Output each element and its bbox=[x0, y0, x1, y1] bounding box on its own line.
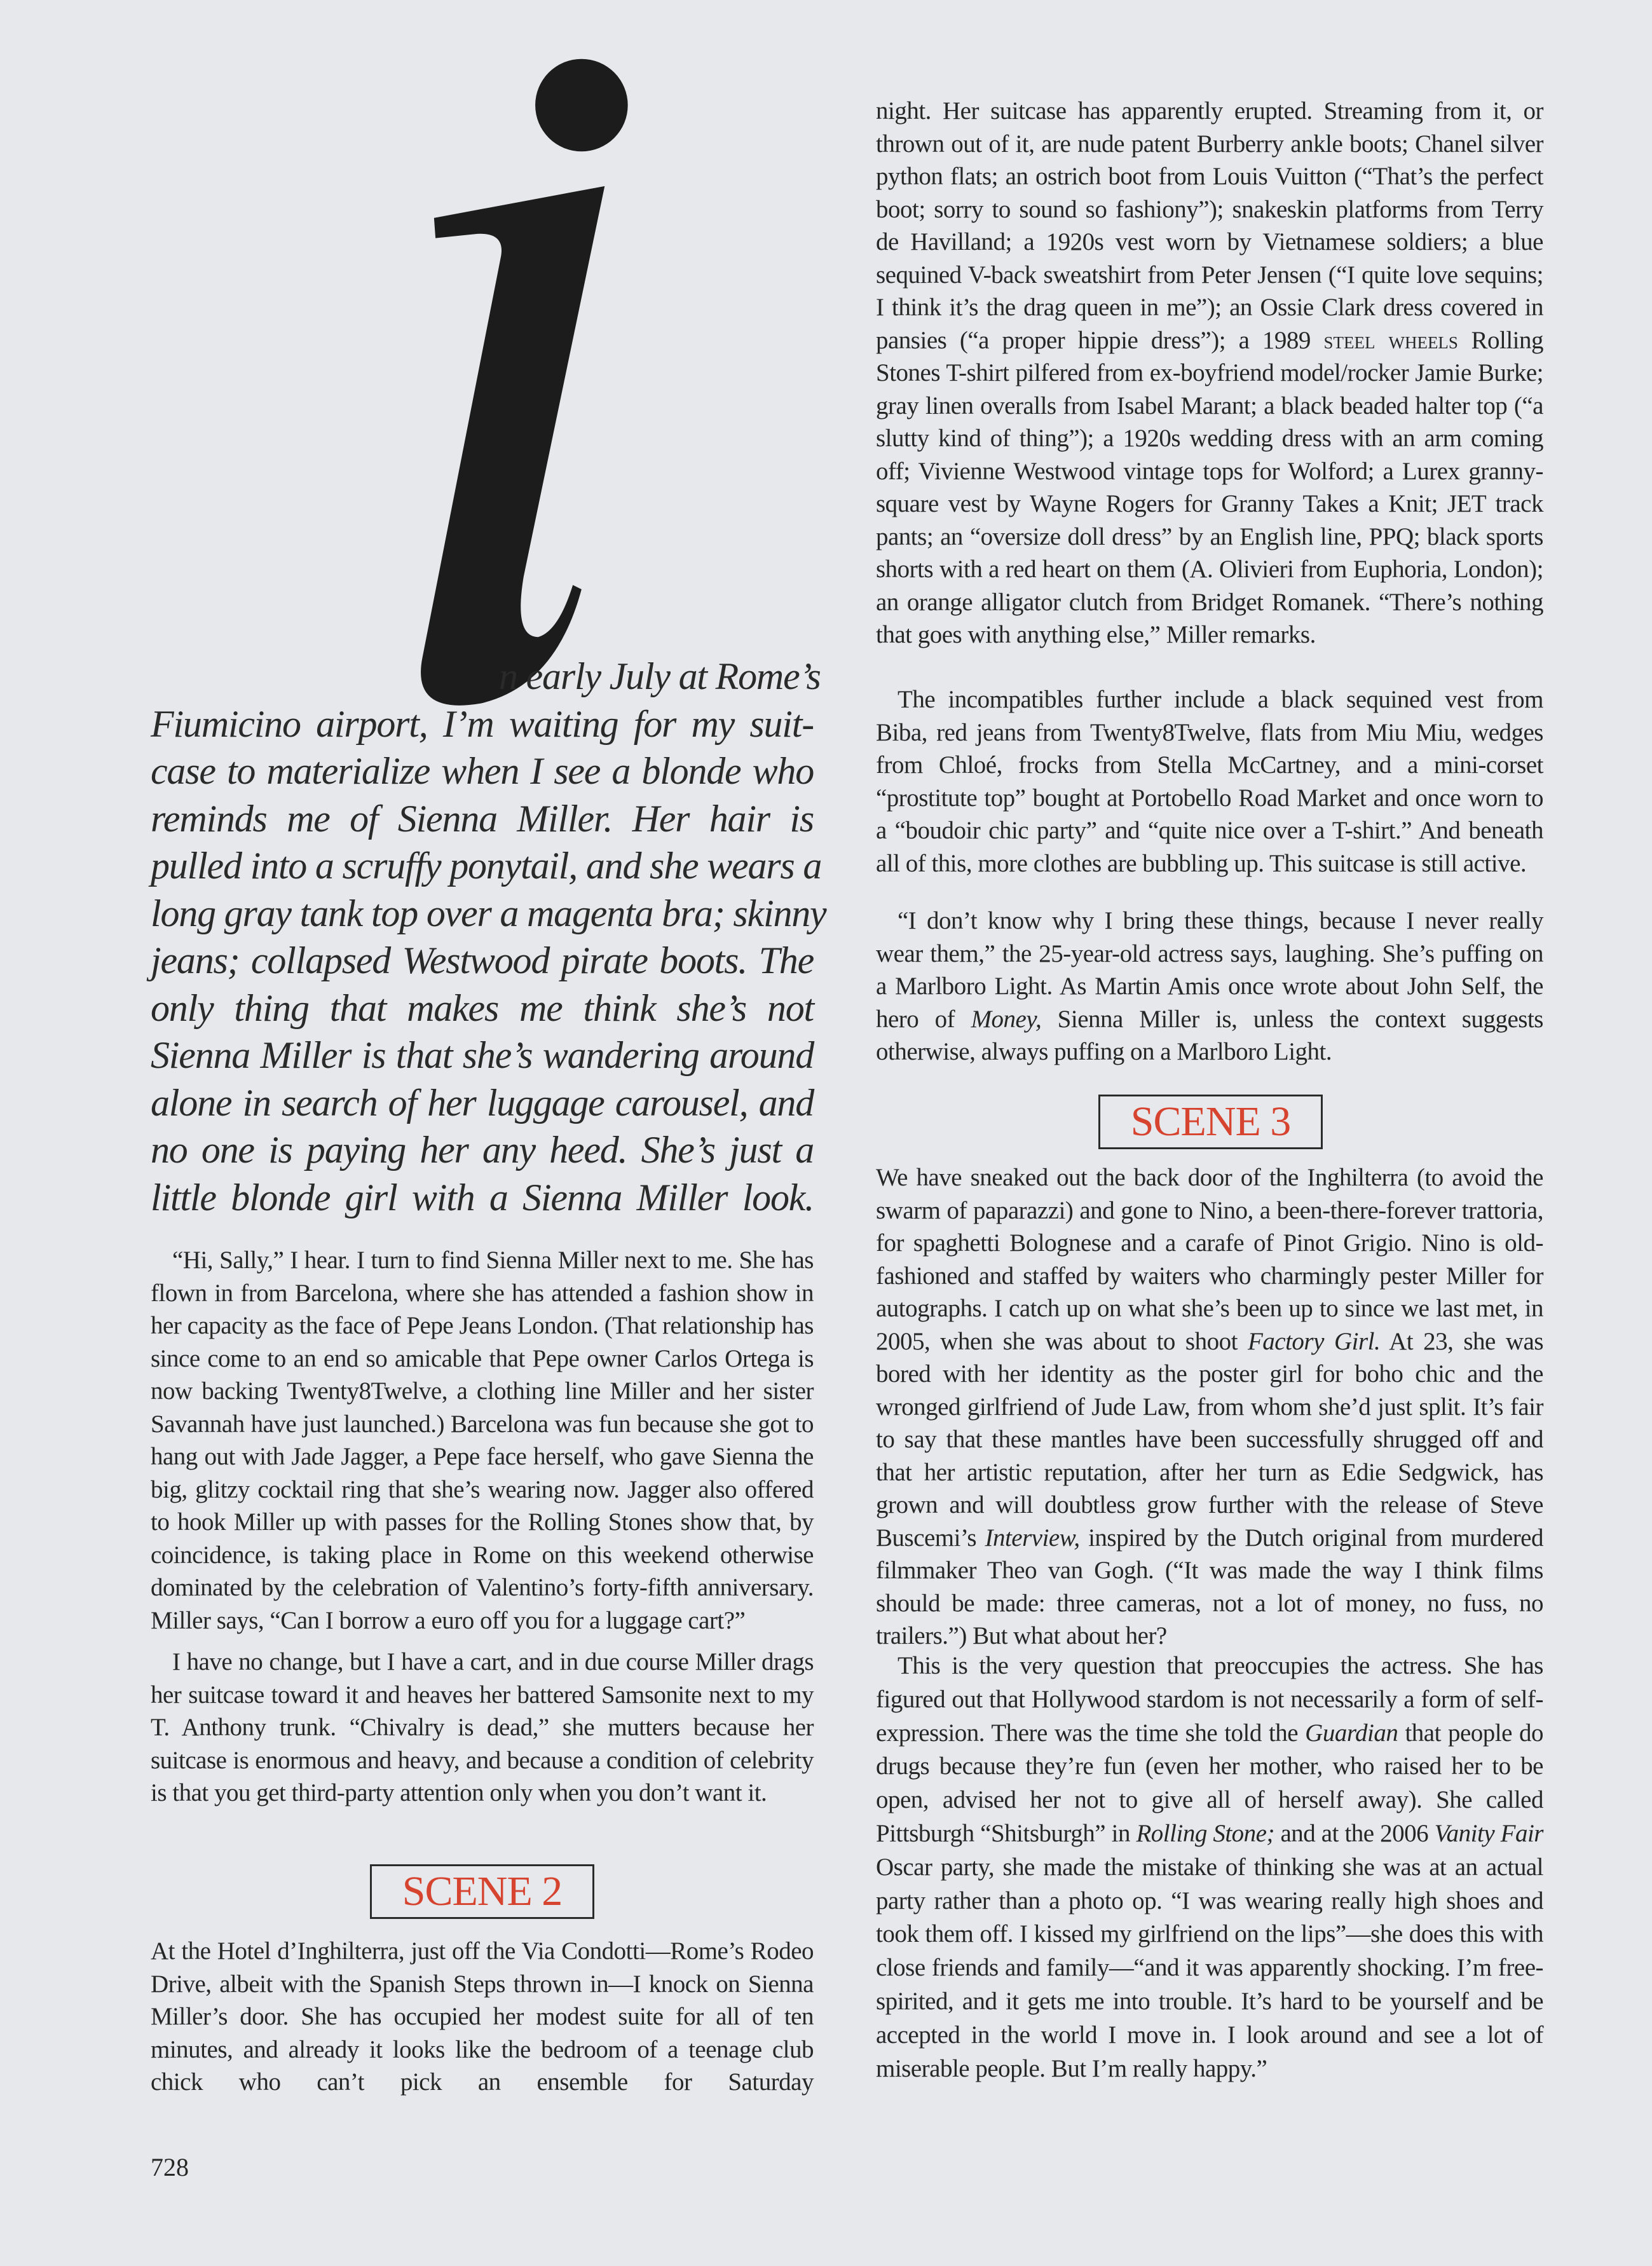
intro-line: jeans; collapsed Westwood pirate boots. The bbox=[151, 939, 814, 981]
text-run: night. Her suitcase has apparently erupted. Streaming from it, or thrown out of it, are nude patent Burberry ankle boots; Chanel silver python flats; an ostrich boot from Louis Vuitton (“That’s the perfect boot; sorry to sound so fashiony”); snakeskin platforms from Terry de Havilland; a 1920s vest worn by Vietnamese soldiers; a blue sequined V-back sweatshirt from Peter Jensen (“I quite love sequins; I think it’s the drag queen in me”); an Ossie Clark dress covered in pansies (“a proper hippie dress”); a 1989 bbox=[876, 97, 1543, 354]
small-caps-text: steel wheels bbox=[1323, 326, 1458, 354]
intro-line: no one is paying her any heed. She’s just a bbox=[151, 1129, 814, 1171]
intro-line: reminds me of Sienna Miller. Her hair is bbox=[151, 797, 814, 840]
italic-title: Rolling Stone; bbox=[1136, 1819, 1274, 1847]
italic-title: Money, bbox=[971, 1005, 1042, 1033]
body-paragraph bbox=[151, 1935, 814, 2099]
italic-title: Vanity Fair bbox=[1434, 1819, 1543, 1847]
intro-line: long gray tank top over a magenta bra; skinny bbox=[151, 892, 826, 934]
text-run: We have sneaked out the back door of the Inghilterra (to avoid the swarm of paparazzi) and gone to Nino, a been-there-forever trattoria, for spaghetti Bolognese and a carafe of Pinot Grigio. Nino is old-fashioned and staffed by waiters who charmingly pester Miller for autographs. I catch up on what she’s been up to since we last met, in 2005, when she was about to shoot bbox=[876, 1164, 1543, 1355]
body-paragraph bbox=[876, 683, 1543, 880]
italic-title: Factory Girl. bbox=[1247, 1327, 1381, 1355]
italic-title: Guardian bbox=[1305, 1719, 1398, 1747]
dropcap-stem bbox=[421, 186, 604, 706]
text-run: Sienna Miller is, unless the context suggests otherwise, always puffing on a Marlboro Light. bbox=[876, 1005, 1543, 1065]
text-run: that people do drugs because they’re fun (even her mother, who raised her to be open, advised her not to give all of herself away). She called Pittsburgh “Shitsburgh” in bbox=[876, 1719, 1543, 1847]
intro-line: alone in search of her luggage carousel, and bbox=[151, 1081, 814, 1124]
intro-line: little blonde girl with a Sienna Miller look. bbox=[151, 1176, 814, 1218]
intro-line: case to materialize when I see a blonde who bbox=[151, 750, 814, 792]
intro-line: pulled into a scruffy ponytail, and she wears a bbox=[151, 845, 822, 887]
text-run: I have no change, but I have a cart, and in due course Miller drags her suitcase toward it and heaves her battered Samsonite next to my T. Anthony trunk. “Chivalry is dead,” she mutters because her suitcase is enormous and heavy, and because a condition of celebrity is that you get third-party attention only when you don’t want it. bbox=[151, 1648, 814, 1806]
body-paragraph bbox=[151, 1244, 814, 1637]
body-paragraph bbox=[876, 1161, 1543, 1653]
body-paragraph bbox=[876, 904, 1543, 1068]
text-run: “Hi, Sally,” I hear. I turn to find Sienna Miller next to me. She has flown in from Barcelona, where she has attended a fashion show in her capacity as the face of Pepe Jeans London. (That relationship has since come to an end so amicable that Pepe owner Carlos Ortega is now backing Twenty8Twelve, a clothing line Miller and her sister Savannah have just launched.) Barcelona was fun because she got to hang out with Jade Jagger, a Pepe face herself, who gave Sienna the big, glitzy cocktail ring that she’s wearing now. Jagger also offered to hook Miller up with passes for the Rolling Stones show that, by coincidence, is taking place in Rome on this weekend otherwise dominated by the celebration of Valentino’s forty-fifth anniversary. Miller says, “Can I borrow a euro off you for a luggage cart?” bbox=[151, 1246, 814, 1634]
dropcap-dot bbox=[535, 59, 628, 152]
page-number: 728 bbox=[151, 2153, 189, 2181]
intro-line: Fiumicino airport, I’m waiting for my suit- bbox=[151, 702, 814, 745]
italic-title: Interview, bbox=[985, 1524, 1080, 1552]
text-run: This is the very question that preoccupies the actress. She has figured out that Hollywood stardom is not necessarily a form of self-expression. There was the time she told the bbox=[876, 1652, 1543, 1747]
text-run: inspired by the Dutch original from murdered filmmaker Theo van Gogh. (“It was made the way I think films should be made: three cameras, not a lot of money, no fuss, no trailers.”) But what about her? bbox=[876, 1524, 1543, 1649]
text-run: The incompatibles further include a black sequined vest from Biba, red jeans from Twenty8Twelve, flats from Miu Miu, wedges from Chloé, frocks from Stella McCartney, and a mini-corset “prostitute top” bought at Portobello Road Market and once worn to a “boudoir chic party” and “quite nice over a T-shirt.” And beneath all of this, more clothes are bubbling up. This suitcase is still active. bbox=[876, 686, 1543, 877]
intro-paragraph bbox=[151, 653, 826, 1221]
scene-2-heading: SCENE 2 bbox=[370, 1864, 594, 1919]
text-run: “I don’t know why I bring these things, because I never really wear them,” the 25-year-old actress says, laughing. She’s puffing on a Marlboro Light. As Martin Amis once wrote about John Self, the hero of bbox=[876, 907, 1543, 1033]
dropcap-letter-i bbox=[356, 44, 661, 731]
body-paragraph bbox=[876, 95, 1543, 652]
intro-line: only thing that makes me think she’s not bbox=[151, 986, 814, 1029]
body-paragraph bbox=[876, 1649, 1543, 2085]
intro-line: n early July at Rome’s bbox=[499, 655, 821, 697]
body-paragraph bbox=[151, 1646, 814, 1810]
text-run: At 23, she was bored with her identity as the poster girl for boho chic and the wronged girlfriend of Jude Law, from whom she’d just split. It’s fair to say that these mantles have been successfully shrugged off and that her artistic reputation, after her turn as Edie Sedgwick, has grown and will doubtless grow further with the release of Steve Buscemi’s bbox=[876, 1327, 1543, 1552]
text-run: and at the 2006 bbox=[1274, 1819, 1435, 1847]
text-run: At the Hotel d’Inghilterra, just off the Via Condotti—Rome’s Rodeo Drive, albeit with the Spanish Steps thrown in—I knock on Sienna Miller’s door. She has occupied her modest suite for all of ten minutes, and already it looks like the bedroom of a teenage club chick who can’t pick an ensemble for Saturday bbox=[151, 1937, 814, 2096]
intro-line: Sienna Miller is that she’s wandering around bbox=[151, 1034, 814, 1076]
text-run: Rolling Stones T-shirt pilfered from ex-boyfriend model/rocker Jamie Burke; gray linen overalls from Isabel Marant; a black beaded halter top (“a slutty kind of thing”); a 1920s wedding dress with an arm coming off; Vivienne Westwood vintage tops for Wolford; a Lurex granny-square vest by Wayne Rogers for Granny Takes a Knit; JET track pants; an “oversize doll dress” by an English line, PPQ; black sports shorts with a red heart on them (A. Olivieri from Euphoria, London); an orange alligator clutch from Bridget Romanek. “There’s nothing that goes with anything else,” Miller remarks. bbox=[876, 326, 1543, 648]
scene-3-heading: SCENE 3 bbox=[1098, 1095, 1323, 1149]
text-run: Oscar party, she made the mistake of thinking she was at an actual party rather than a photo op. “I was wearing really high shoes and took them off. I kissed my girlfriend on the lips”—she does this with close friends and family—“and it was apparently shocking. I’m free-spirited, and it gets me into trouble. It’s hard to be yourself and be accepted in the world I move in. I look around and see a lot of miserable people. But I’m really happy.” bbox=[876, 1853, 1543, 2082]
